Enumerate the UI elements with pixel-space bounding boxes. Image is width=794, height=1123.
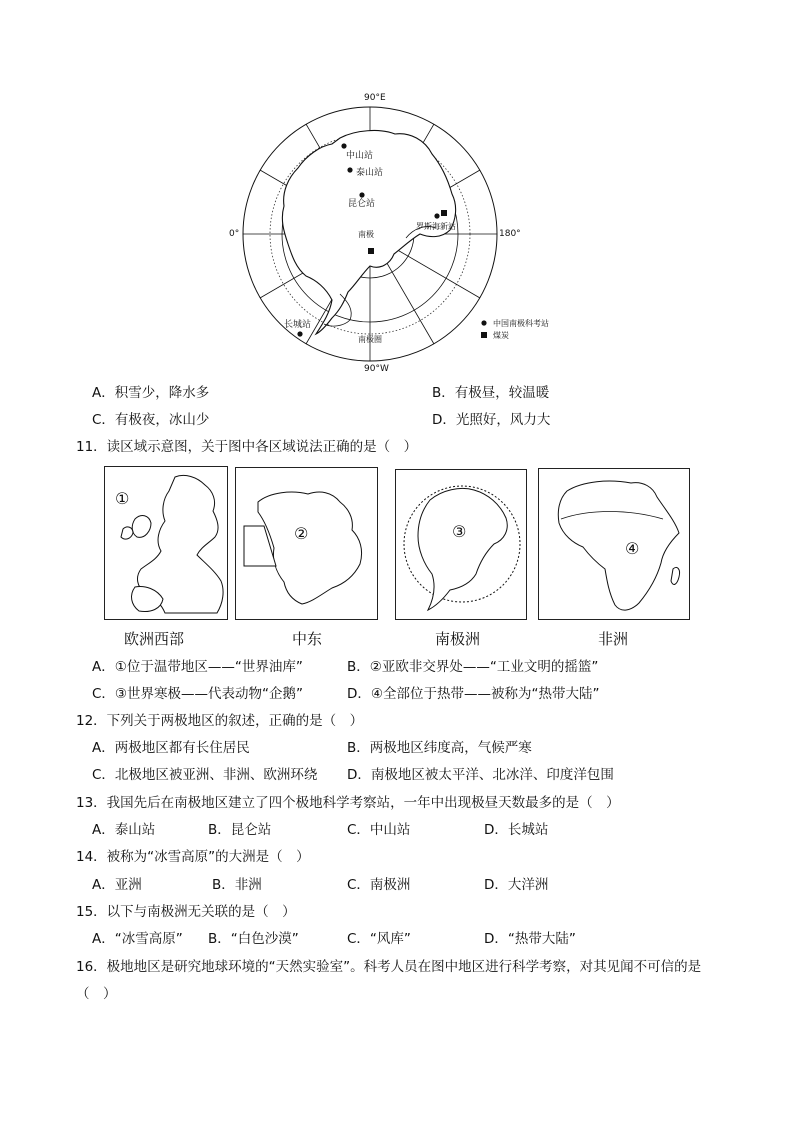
q15-option-c: C．“风库” bbox=[347, 931, 411, 947]
q13-stem: 13．我国先后在南极地区建立了四个极地科学考察站，一年中出现极昼天数最多的是（ ） bbox=[76, 795, 620, 811]
label-90e: 90°E bbox=[364, 93, 386, 103]
legend-station-icon bbox=[481, 320, 486, 325]
label-180: 180° bbox=[499, 229, 521, 239]
station-changcheng-dot bbox=[297, 331, 302, 336]
label-0: 0° bbox=[229, 229, 240, 239]
region-number-2: ② bbox=[294, 524, 309, 543]
q15-option-a: A．“冰雪高原” bbox=[92, 931, 183, 947]
q11-option-b: B．②亚欧非交界处——“工业文明的摇篮” bbox=[347, 659, 599, 675]
q14-stem: 14．被称为“冰雪高原”的大洲是（ ） bbox=[76, 849, 310, 865]
legend-station-label: 中国南极科考站 bbox=[493, 319, 549, 328]
region-label-middle-east: 中东 bbox=[292, 630, 323, 648]
label-south-pole: 南极 bbox=[358, 230, 374, 239]
region-box-antarctica bbox=[395, 469, 527, 620]
region-label-antarctica: 南极洲 bbox=[435, 630, 481, 648]
coal-marker bbox=[441, 210, 447, 216]
q10-option-c: C．有极夜，冰山少 bbox=[92, 412, 210, 428]
region-number-1: ① bbox=[115, 489, 130, 508]
q16-stem: 16．极地地区是研究地球环境的“天然实验室”。科考人员在图中地区进行科学考察，对其见闻不可信的是 bbox=[76, 959, 702, 975]
q11-option-d: D．④全部位于热带——被称为“热带大陆” bbox=[347, 686, 600, 702]
label-taishan: 泰山站 bbox=[356, 168, 384, 178]
q13-option-c: C．中山站 bbox=[347, 822, 411, 838]
antarctic-polar-map bbox=[220, 88, 580, 378]
q16-paren: （ ） bbox=[76, 986, 117, 1002]
region-box-middle-east bbox=[235, 467, 378, 620]
label-changcheng: 长城站 bbox=[284, 320, 312, 330]
region-number-3: ③ bbox=[452, 522, 467, 541]
q12-option-c: C．北极地区被亚洲、非洲、欧洲环绕 bbox=[92, 767, 318, 783]
q12-stem: 12．下列关于两极地区的叙述，正确的是（ ） bbox=[76, 713, 364, 729]
antarctica-small-map bbox=[396, 470, 526, 619]
q12-option-a: A．两极地区都有长住居民 bbox=[92, 740, 250, 756]
q12-option-d: D．南极地区被太平洋、北冰洋、印度洋包围 bbox=[347, 767, 614, 783]
q15-stem: 15．以下与南极洲无关联的是（ ） bbox=[76, 904, 296, 920]
q10-option-b: B．有极昼，较温暖 bbox=[432, 385, 550, 401]
q13-option-d: D．长城站 bbox=[484, 822, 549, 838]
region-number-4: ④ bbox=[625, 539, 640, 558]
q15-option-b: B．“白色沙漠” bbox=[208, 931, 299, 947]
q10-option-d: D．光照好，风力大 bbox=[432, 412, 551, 428]
q14-option-b: B．非洲 bbox=[212, 877, 262, 893]
q12-option-b: B．两极地区纬度高，气候严寒 bbox=[347, 740, 532, 756]
legend-coal-label: 煤炭 bbox=[493, 331, 509, 340]
q11-stem: 11．读区域示意图，关于图中各区域说法正确的是（ ） bbox=[76, 439, 418, 455]
q10-option-a: A．积雪少，降水多 bbox=[92, 385, 210, 401]
middle-east-map bbox=[236, 468, 377, 619]
q11-option-a: A．①位于温带地区——“世界油库” bbox=[92, 659, 303, 675]
africa-map bbox=[539, 469, 689, 619]
label-zhongshan: 中山站 bbox=[346, 151, 374, 161]
label-antarctic-circle: 南极圈 bbox=[358, 335, 382, 344]
legend-coal-icon bbox=[481, 332, 487, 338]
region-label-africa: 非洲 bbox=[598, 630, 629, 648]
region-box-africa bbox=[538, 468, 690, 620]
coal-marker bbox=[368, 248, 374, 254]
q15-option-d: D．“热带大陆” bbox=[484, 931, 576, 947]
region-label-europe: 欧洲西部 bbox=[124, 630, 185, 648]
q13-option-b: B．昆仑站 bbox=[208, 822, 272, 838]
label-90w: 90°W bbox=[364, 364, 389, 374]
label-luosihai: 罗斯海新站 bbox=[416, 222, 456, 231]
q14-option-d: D．大洋洲 bbox=[484, 877, 549, 893]
q14-option-a: A．亚洲 bbox=[92, 877, 142, 893]
station-taishan-dot bbox=[347, 167, 352, 172]
q14-option-c: C．南极洲 bbox=[347, 877, 411, 893]
label-kunlun: 昆仑站 bbox=[348, 199, 376, 209]
station-luosihai-dot bbox=[434, 213, 439, 218]
q11-option-c: C．③世界寒极——代表动物“企鹅” bbox=[92, 686, 304, 702]
region-box-europe bbox=[104, 466, 228, 620]
q13-option-a: A．泰山站 bbox=[92, 822, 156, 838]
